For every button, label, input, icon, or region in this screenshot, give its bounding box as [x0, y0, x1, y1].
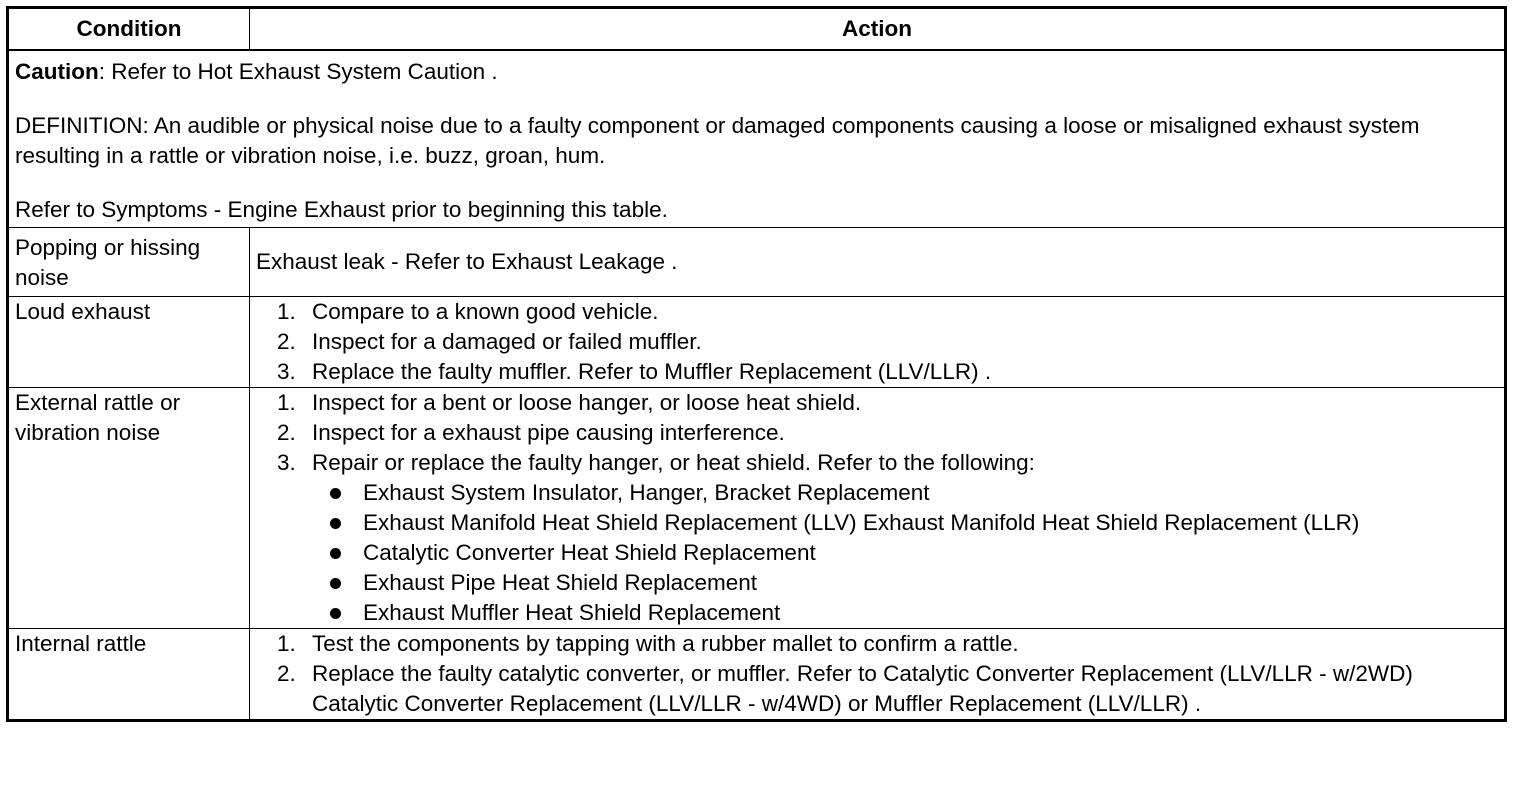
step-item [263, 659, 1498, 719]
bullet-icon [330, 578, 341, 589]
caution-label: Caution [15, 59, 99, 84]
header-row [8, 8, 1506, 51]
definition-text: DEFINITION: An audible or physical noise due to a faulty component or damaged components causing a loose or misaligned exhaust system resulting in a rattle or vibration noise, i.e. buzz, groan, hum. [15, 113, 1420, 168]
step-text: Inspect for a bent or loose hanger, or loose heat shield. [312, 390, 862, 415]
step-number: 2. [277, 420, 296, 445]
step-item [263, 327, 1498, 357]
step-number: 1. [277, 299, 296, 324]
table-row [8, 629, 1506, 721]
bullet-icon [330, 488, 341, 499]
bullet-item [312, 598, 1498, 628]
step-item [263, 388, 1498, 418]
bullet-item [312, 538, 1498, 568]
bullet-text: Exhaust Manifold Heat Shield Replacement (LLV) Exhaust Manifold Heat Shield Replacement (LLR) [363, 510, 1360, 535]
step-number: 2. [277, 329, 296, 354]
step-item [263, 418, 1498, 448]
step-text: Replace the faulty catalytic converter, or muffler. Refer to Catalytic Converter Replacement (LLV/LLR - w/2WD) Catalytic Converter Replacement (LLV/LLR - w/4WD) or Muffler Replacement (LLV/LLR) . [312, 661, 1413, 716]
step-item [263, 629, 1498, 659]
bullet-icon [330, 548, 341, 559]
intro-cell [8, 50, 1506, 228]
condition-cell: Popping or hissing noise [8, 228, 250, 297]
step-text: Test the components by tapping with a rubber mallet to confirm a rattle. [312, 631, 1019, 656]
condition-cell: Internal rattle [8, 629, 250, 721]
refer-text: Refer to Symptoms - Engine Exhaust prior to beginning this table. [15, 197, 668, 222]
step-item [263, 297, 1498, 327]
step-text: Inspect for a damaged or failed muffler. [312, 329, 702, 354]
table-row [8, 297, 1506, 388]
step-number: 1. [277, 390, 296, 415]
bullet-text: Exhaust System Insulator, Hanger, Bracket Replacement [363, 480, 930, 505]
step-text: Inspect for a exhaust pipe causing interference. [312, 420, 785, 445]
header-action: Action [250, 8, 1506, 51]
step-number: 2. [277, 661, 296, 686]
action-cell [250, 629, 1506, 721]
caution-line [15, 57, 1498, 87]
step-number: 3. [277, 450, 296, 475]
diagnostic-table [6, 6, 1507, 722]
bullet-text: Catalytic Converter Heat Shield Replacement [363, 540, 816, 565]
bullet-item [312, 568, 1498, 598]
header-condition: Condition [8, 8, 250, 51]
action-cell [250, 388, 1506, 629]
step-item [263, 448, 1498, 628]
bullet-list [312, 478, 1498, 628]
bullet-item [312, 508, 1498, 538]
step-number: 3. [277, 359, 296, 384]
bullet-text: Exhaust Pipe Heat Shield Replacement [363, 570, 757, 595]
intro-row [8, 50, 1506, 228]
table-row [8, 228, 1506, 297]
table-row [8, 388, 1506, 629]
step-text: Repair or replace the faulty hanger, or heat shield. Refer to the following: [312, 450, 1035, 475]
bullet-item [312, 478, 1498, 508]
bullet-icon [330, 608, 341, 619]
caution-text: : Refer to Hot Exhaust System Caution . [98, 59, 498, 84]
step-text: Replace the faulty muffler. Refer to Muffler Replacement (LLV/LLR) . [312, 359, 992, 384]
step-number: 1. [277, 631, 296, 656]
step-list [256, 297, 1498, 387]
step-list [256, 388, 1498, 628]
action-cell: Exhaust leak - Refer to Exhaust Leakage . [250, 228, 1506, 297]
step-text: Compare to a known good vehicle. [312, 299, 659, 324]
bullet-text: Exhaust Muffler Heat Shield Replacement [363, 600, 781, 625]
action-cell [250, 297, 1506, 388]
condition-cell: External rattle or vibration noise [8, 388, 250, 629]
step-list [256, 629, 1498, 719]
condition-cell: Loud exhaust [8, 297, 250, 388]
bullet-icon [330, 518, 341, 529]
step-item [263, 357, 1498, 387]
